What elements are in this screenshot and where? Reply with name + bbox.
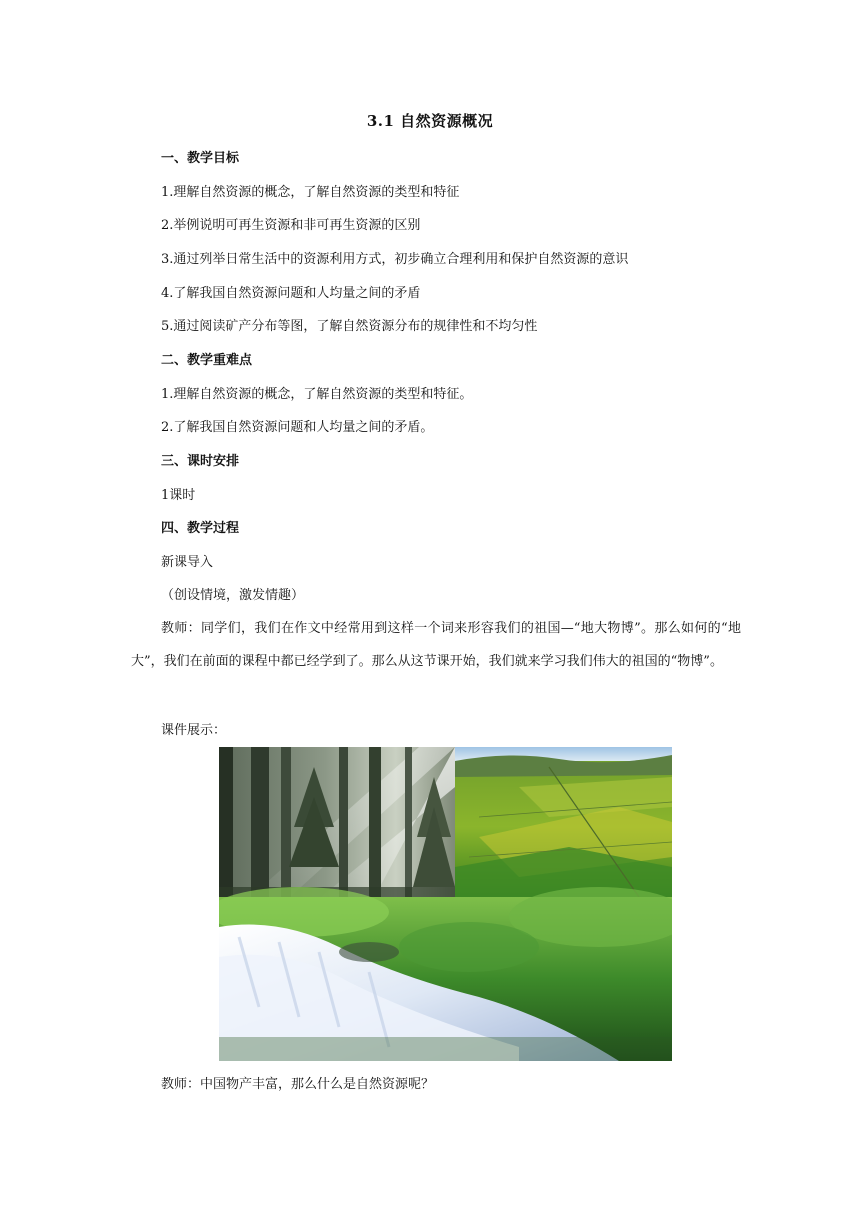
objective-item: 4.了解我国自然资源问题和人均量之间的矛盾 — [161, 286, 421, 301]
key-point-item: 1.理解自然资源的概念，了解自然资源的类型和特征。 — [161, 387, 473, 402]
teacher-question: 教师：中国物产丰富，那么什么是自然资源呢？ — [161, 1077, 435, 1092]
lesson-note: （创设情境，激发情趣） — [161, 588, 305, 603]
objective-item: 2.举例说明可再生资源和非可再生资源的区别 — [161, 218, 421, 233]
objective-item: 1.理解自然资源的概念，了解自然资源的类型和特征 — [161, 185, 460, 200]
lesson-intro: 新课导入 — [161, 555, 214, 570]
objective-item: 5.通过阅读矿产分布等图，了解自然资源分布的规律性和不均匀性 — [161, 319, 538, 334]
key-point-item: 2.了解我国自然资源问题和人均量之间的矛盾。 — [161, 420, 434, 435]
waterfall-photo — [219, 887, 672, 1061]
objective-item: 3.通过列举日常生活中的资源利用方式，初步确立合理利用和保护自然资源的意识 — [161, 252, 629, 267]
section-heading-objectives: 一、教学目标 — [161, 151, 240, 166]
farmland-photo — [455, 747, 672, 907]
schedule-text: 1课时 — [161, 488, 196, 503]
section-heading-process: 四、教学过程 — [161, 521, 240, 536]
courseware-image — [219, 747, 672, 1061]
document-title: 3.1 自然资源概况 — [366, 112, 494, 130]
teacher-paragraph: 教师：同学们，我们在作文中经常用到这样一个词来形容我们的祖国—“地大物博”。那么如何的“地大”，我们在前面的课程中都已经学到了。那么从这节课开始，我们就来学习我们伟大的祖国的“物博”。 — [131, 621, 741, 669]
courseware-label: 课件展示： — [161, 723, 227, 738]
forest-photo — [219, 747, 455, 907]
section-heading-key-points: 二、教学重难点 — [161, 353, 253, 368]
section-heading-schedule: 三、课时安排 — [161, 454, 240, 469]
